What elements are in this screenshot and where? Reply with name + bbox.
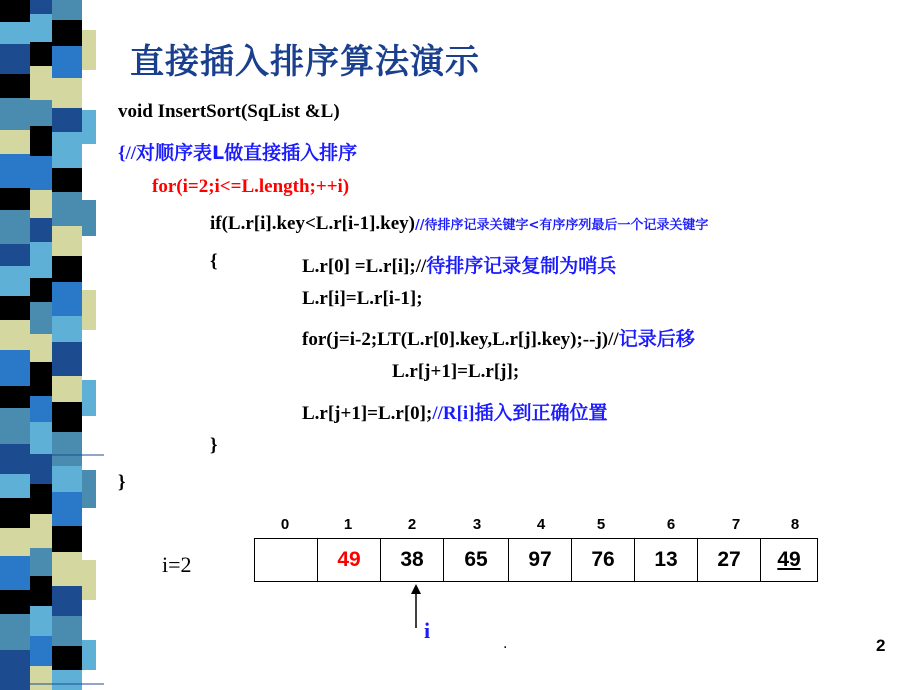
array-cell-current: 49 [317, 538, 381, 582]
array-cell: 13 [634, 538, 698, 582]
array-index: 0 [280, 516, 290, 533]
array-cell: 97 [508, 538, 572, 582]
code-line-shift-first: L.r[i]=L.r[i-1]; [302, 288, 423, 309]
array-cell: 49 [760, 538, 818, 582]
decorative-stripe [0, 0, 104, 690]
slide-title: 直接插入排序算法演示 [130, 42, 480, 82]
code-insert-statement: L.r[j+1]=L.r[0]; [302, 403, 433, 424]
array-index: 8 [790, 516, 800, 533]
code-line-insert [302, 398, 608, 425]
code-comment: 对顺序表L做直接插入排序 [136, 142, 358, 164]
array-index: 2 [407, 516, 417, 533]
code-line-sentinel [302, 251, 616, 278]
code-comment-prefix: //R[i] [432, 403, 475, 424]
code-brace-close-inner: } [210, 435, 218, 456]
code-brace-open: {// [118, 143, 137, 164]
iteration-label: i=2 [162, 552, 192, 577]
code-line-shift-loop: L.r[j+1]=L.r[j]; [392, 361, 520, 382]
code-inner-for-statement: for(j=i-2;LT(L.r[0].key,L.r[j].key);--j)// [302, 329, 619, 350]
code-comment: 插入到正确位置 [474, 402, 608, 424]
code-comment: 待排序记录复制为哨兵 [426, 255, 617, 277]
array-cell: 76 [571, 538, 635, 582]
array-index: 5 [596, 516, 606, 533]
code-brace-open: { [210, 251, 218, 272]
array-cell: 65 [443, 538, 509, 582]
array-cell: 38 [380, 538, 444, 582]
code-line-if [210, 213, 708, 235]
code-sentinel-statement: L.r[0] =L.r[i];// [302, 256, 427, 277]
page-number: 2 [876, 636, 886, 655]
array-index: 3 [472, 516, 482, 533]
array-index: 7 [731, 516, 741, 533]
code-line-inner-for [302, 324, 695, 351]
code-line-comment-header [118, 138, 357, 165]
code-brace-close-outer: } [118, 472, 126, 493]
footer-dot: . [503, 636, 508, 652]
array-cell: 27 [697, 538, 761, 582]
code-line-outer-for: for(i=2;i<=L.length;++i) [152, 176, 350, 197]
array-index: 4 [536, 516, 546, 533]
array-index: 6 [666, 516, 676, 533]
array-index: 1 [343, 516, 353, 533]
array-cell [254, 538, 318, 582]
pointer-arrow-icon [406, 584, 426, 628]
pointer-label: i [424, 618, 431, 643]
code-line-function-signature: void InsertSort(SqList &L) [118, 101, 340, 122]
code-comment: //待排序记录关键字<有序序列最后一个记录关键字 [415, 218, 709, 233]
code-if-statement: if(L.r[i].key<L.r[i-1].key) [210, 213, 415, 234]
code-comment: 记录后移 [618, 328, 695, 350]
